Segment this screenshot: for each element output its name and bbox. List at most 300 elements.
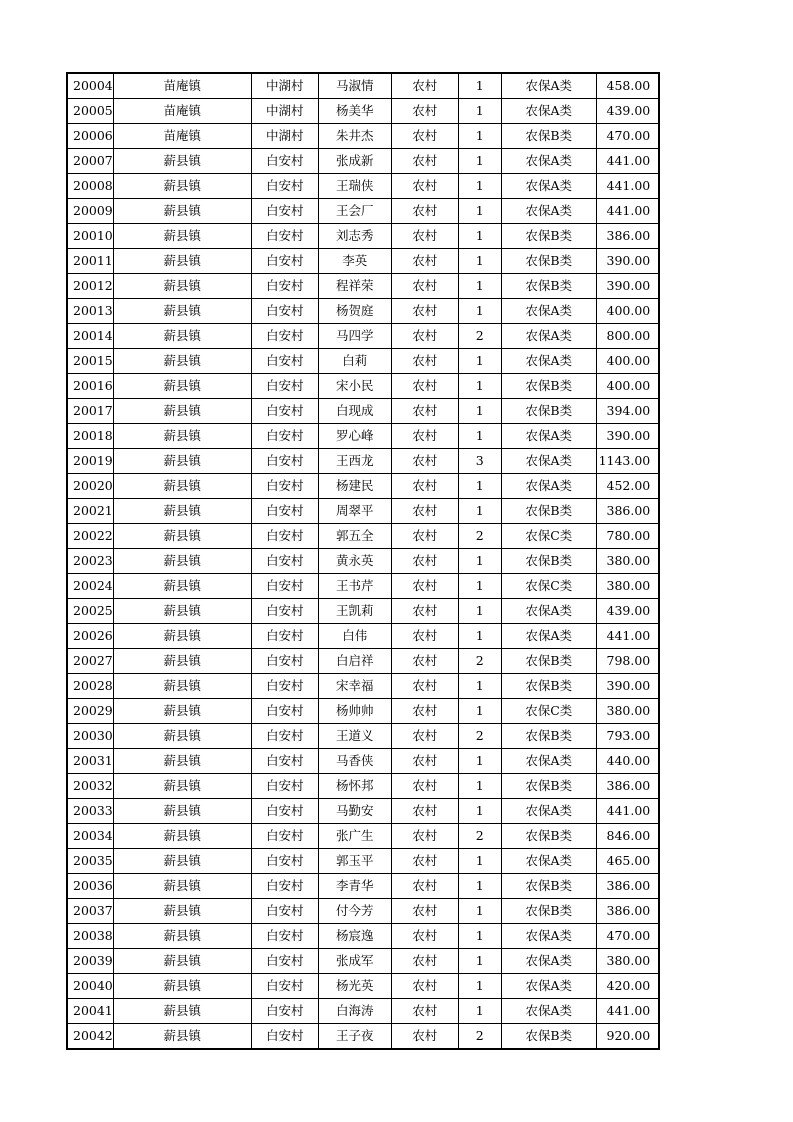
cell-person-name: 白现成 [318,399,391,424]
cell-insurance-class: 农保A类 [501,474,596,499]
cell-household-count: 1 [458,224,501,249]
cell-village: 白安村 [251,274,318,299]
cell-person-name: 王子夜 [318,1024,391,1050]
cell-household-count: 3 [458,449,501,474]
cell-area-type: 农村 [391,549,458,574]
cell-insurance-class: 农保B类 [501,899,596,924]
cell-village: 白安村 [251,224,318,249]
table-row [67,799,659,824]
cell-person-name: 马勤安 [318,799,391,824]
cell-person-name: 王会厂 [318,199,391,224]
cell-household-count: 1 [458,574,501,599]
cell-person-name: 王道义 [318,724,391,749]
cell-village: 白安村 [251,549,318,574]
cell-insurance-class: 农保B类 [501,774,596,799]
cell-area-type: 农村 [391,674,458,699]
cell-amount: 380.00 [596,699,659,724]
cell-amount: 386.00 [596,499,659,524]
cell-record-id: 20014 [67,324,113,349]
cell-town: 薪县镇 [113,974,251,999]
cell-record-id: 20042 [67,1024,113,1050]
table-row [67,224,659,249]
cell-person-name: 郭玉平 [318,849,391,874]
cell-amount: 380.00 [596,949,659,974]
cell-amount: 441.00 [596,199,659,224]
cell-household-count: 1 [458,399,501,424]
cell-household-count: 1 [458,924,501,949]
cell-record-id: 20009 [67,199,113,224]
cell-area-type: 农村 [391,799,458,824]
cell-town: 薪县镇 [113,174,251,199]
table-row [67,249,659,274]
cell-town: 薪县镇 [113,199,251,224]
cell-household-count: 1 [458,749,501,774]
cell-insurance-class: 农保A类 [501,449,596,474]
cell-village: 白安村 [251,874,318,899]
cell-town: 薪县镇 [113,399,251,424]
cell-person-name: 周翠平 [318,499,391,524]
cell-person-name: 杨建民 [318,474,391,499]
cell-person-name: 宋小民 [318,374,391,399]
table-row [67,624,659,649]
cell-household-count: 1 [458,249,501,274]
cell-area-type: 农村 [391,124,458,149]
cell-town: 薪县镇 [113,799,251,824]
cell-town: 薪县镇 [113,224,251,249]
cell-town: 薪县镇 [113,349,251,374]
cell-record-id: 20024 [67,574,113,599]
table-row [67,149,659,174]
cell-town: 苗庵镇 [113,124,251,149]
cell-amount: 846.00 [596,824,659,849]
cell-household-count: 2 [458,1024,501,1050]
cell-insurance-class: 农保C类 [501,524,596,549]
cell-village: 白安村 [251,849,318,874]
cell-village: 白安村 [251,524,318,549]
cell-person-name: 马香侠 [318,749,391,774]
cell-insurance-class: 农保B类 [501,549,596,574]
cell-household-count: 1 [458,474,501,499]
cell-person-name: 宋幸福 [318,674,391,699]
cell-amount: 390.00 [596,424,659,449]
cell-area-type: 农村 [391,374,458,399]
cell-record-id: 20026 [67,624,113,649]
cell-amount: 800.00 [596,324,659,349]
cell-area-type: 农村 [391,299,458,324]
cell-village: 白安村 [251,499,318,524]
cell-amount: 470.00 [596,924,659,949]
cell-amount: 1143.00 [596,449,659,474]
cell-household-count: 1 [458,849,501,874]
cell-village: 中湖村 [251,124,318,149]
cell-town: 薪县镇 [113,274,251,299]
cell-household-count: 1 [458,674,501,699]
cell-village: 白安村 [251,699,318,724]
table-row [67,724,659,749]
table-row [67,424,659,449]
cell-household-count: 1 [458,974,501,999]
table-row [67,299,659,324]
cell-household-count: 1 [458,874,501,899]
cell-town: 薪县镇 [113,824,251,849]
cell-household-count: 1 [458,274,501,299]
cell-insurance-class: 农保A类 [501,599,596,624]
cell-area-type: 农村 [391,324,458,349]
cell-record-id: 20016 [67,374,113,399]
cell-village: 白安村 [251,299,318,324]
cell-person-name: 杨帅帅 [318,699,391,724]
cell-record-id: 20007 [67,149,113,174]
cell-household-count: 2 [458,649,501,674]
cell-record-id: 20039 [67,949,113,974]
cell-record-id: 20006 [67,124,113,149]
cell-village: 白安村 [251,474,318,499]
cell-town: 苗庵镇 [113,99,251,124]
cell-town: 薪县镇 [113,249,251,274]
cell-insurance-class: 农保B类 [501,374,596,399]
cell-village: 白安村 [251,324,318,349]
cell-area-type: 农村 [391,149,458,174]
cell-amount: 441.00 [596,174,659,199]
cell-person-name: 郭五全 [318,524,391,549]
cell-insurance-class: 农保B类 [501,499,596,524]
cell-area-type: 农村 [391,874,458,899]
cell-insurance-class: 农保A类 [501,149,596,174]
cell-record-id: 20032 [67,774,113,799]
cell-insurance-class: 农保A类 [501,849,596,874]
cell-village: 白安村 [251,1024,318,1050]
cell-person-name: 罗心峰 [318,424,391,449]
cell-amount: 439.00 [596,99,659,124]
table-row [67,524,659,549]
cell-record-id: 20010 [67,224,113,249]
cell-area-type: 农村 [391,449,458,474]
table-row [67,774,659,799]
cell-town: 薪县镇 [113,574,251,599]
cell-town: 薪县镇 [113,449,251,474]
table-row [67,949,659,974]
cell-town: 薪县镇 [113,999,251,1024]
cell-insurance-class: 农保A类 [501,924,596,949]
table-row [67,324,659,349]
table-row [67,1024,659,1050]
table-row [67,399,659,424]
cell-area-type: 农村 [391,199,458,224]
cell-amount: 793.00 [596,724,659,749]
cell-amount: 458.00 [596,73,659,99]
cell-town: 薪县镇 [113,324,251,349]
cell-insurance-class: 农保B类 [501,824,596,849]
cell-area-type: 农村 [391,749,458,774]
cell-area-type: 农村 [391,349,458,374]
table-row [67,974,659,999]
table-row [67,749,659,774]
cell-amount: 780.00 [596,524,659,549]
cell-village: 白安村 [251,974,318,999]
cell-village: 白安村 [251,399,318,424]
cell-amount: 440.00 [596,749,659,774]
cell-town: 薪县镇 [113,624,251,649]
cell-person-name: 王书芹 [318,574,391,599]
cell-household-count: 1 [458,549,501,574]
cell-insurance-class: 农保A类 [501,99,596,124]
cell-household-count: 1 [458,699,501,724]
cell-insurance-class: 农保A类 [501,349,596,374]
table-row [67,849,659,874]
cell-record-id: 20040 [67,974,113,999]
cell-insurance-class: 农保A类 [501,799,596,824]
cell-household-count: 1 [458,349,501,374]
cell-area-type: 农村 [391,924,458,949]
cell-area-type: 农村 [391,774,458,799]
cell-record-id: 20036 [67,874,113,899]
cell-insurance-class: 农保A类 [501,199,596,224]
cell-person-name: 张成军 [318,949,391,974]
cell-record-id: 20027 [67,649,113,674]
cell-area-type: 农村 [391,649,458,674]
cell-town: 薪县镇 [113,474,251,499]
table-row [67,124,659,149]
cell-amount: 390.00 [596,249,659,274]
cell-amount: 386.00 [596,874,659,899]
cell-village: 白安村 [251,574,318,599]
cell-person-name: 白伟 [318,624,391,649]
cell-person-name: 张成新 [318,149,391,174]
cell-person-name: 刘志秀 [318,224,391,249]
cell-amount: 386.00 [596,774,659,799]
cell-person-name: 白启祥 [318,649,391,674]
table-row [67,274,659,299]
cell-person-name: 王西龙 [318,449,391,474]
cell-insurance-class: 农保A类 [501,299,596,324]
cell-person-name: 白莉 [318,349,391,374]
cell-village: 中湖村 [251,73,318,99]
cell-record-id: 20031 [67,749,113,774]
cell-area-type: 农村 [391,174,458,199]
cell-person-name: 杨贺庭 [318,299,391,324]
cell-person-name: 杨宸逸 [318,924,391,949]
cell-person-name: 白海涛 [318,999,391,1024]
cell-person-name: 黄永英 [318,549,391,574]
cell-town: 薪县镇 [113,874,251,899]
cell-area-type: 农村 [391,99,458,124]
cell-record-id: 20021 [67,499,113,524]
cell-amount: 390.00 [596,674,659,699]
cell-village: 白安村 [251,624,318,649]
cell-record-id: 20037 [67,899,113,924]
cell-amount: 465.00 [596,849,659,874]
cell-amount: 400.00 [596,299,659,324]
cell-household-count: 1 [458,774,501,799]
cell-record-id: 20015 [67,349,113,374]
cell-village: 白安村 [251,899,318,924]
cell-insurance-class: 农保A类 [501,324,596,349]
cell-area-type: 农村 [391,249,458,274]
cell-household-count: 1 [458,799,501,824]
cell-amount: 380.00 [596,549,659,574]
cell-town: 薪县镇 [113,674,251,699]
cell-town: 薪县镇 [113,499,251,524]
cell-area-type: 农村 [391,474,458,499]
cell-household-count: 1 [458,124,501,149]
cell-town: 薪县镇 [113,299,251,324]
cell-town: 薪县镇 [113,849,251,874]
cell-household-count: 1 [458,624,501,649]
cell-record-id: 20008 [67,174,113,199]
cell-record-id: 20011 [67,249,113,274]
cell-amount: 798.00 [596,649,659,674]
cell-amount: 441.00 [596,149,659,174]
cell-town: 薪县镇 [113,524,251,549]
table-row [67,874,659,899]
cell-record-id: 20018 [67,424,113,449]
cell-insurance-class: 农保B类 [501,124,596,149]
cell-town: 薪县镇 [113,374,251,399]
cell-record-id: 20035 [67,849,113,874]
cell-amount: 920.00 [596,1024,659,1050]
table-row [67,199,659,224]
cell-area-type: 农村 [391,1024,458,1050]
cell-area-type: 农村 [391,949,458,974]
cell-insurance-class: 农保B类 [501,224,596,249]
cell-record-id: 20022 [67,524,113,549]
cell-town: 薪县镇 [113,424,251,449]
cell-insurance-class: 农保B类 [501,274,596,299]
cell-insurance-class: 农保C类 [501,574,596,599]
cell-record-id: 20020 [67,474,113,499]
cell-area-type: 农村 [391,574,458,599]
table-row [67,599,659,624]
cell-village: 白安村 [251,349,318,374]
cell-person-name: 杨怀邦 [318,774,391,799]
cell-town: 薪县镇 [113,774,251,799]
cell-household-count: 2 [458,824,501,849]
cell-insurance-class: 农保B类 [501,1024,596,1050]
cell-insurance-class: 农保A类 [501,974,596,999]
cell-village: 白安村 [251,649,318,674]
cell-record-id: 20013 [67,299,113,324]
cell-area-type: 农村 [391,824,458,849]
cell-town: 薪县镇 [113,699,251,724]
cell-person-name: 杨光英 [318,974,391,999]
cell-area-type: 农村 [391,524,458,549]
cell-amount: 420.00 [596,974,659,999]
cell-record-id: 20019 [67,449,113,474]
cell-insurance-class: 农保B类 [501,674,596,699]
cell-amount: 441.00 [596,999,659,1024]
cell-town: 薪县镇 [113,549,251,574]
cell-amount: 386.00 [596,224,659,249]
cell-household-count: 2 [458,524,501,549]
cell-person-name: 李青华 [318,874,391,899]
cell-town: 薪县镇 [113,899,251,924]
cell-person-name: 王瑞侠 [318,174,391,199]
cell-town: 薪县镇 [113,749,251,774]
cell-insurance-class: 农保A类 [501,749,596,774]
cell-record-id: 20025 [67,599,113,624]
cell-village: 白安村 [251,149,318,174]
cell-household-count: 1 [458,949,501,974]
table-row [67,674,659,699]
table-row [67,899,659,924]
cell-village: 白安村 [251,799,318,824]
cell-person-name: 张广生 [318,824,391,849]
cell-village: 白安村 [251,674,318,699]
table-row [67,374,659,399]
cell-area-type: 农村 [391,699,458,724]
cell-amount: 441.00 [596,799,659,824]
cell-area-type: 农村 [391,424,458,449]
cell-amount: 380.00 [596,574,659,599]
cell-amount: 390.00 [596,274,659,299]
cell-village: 白安村 [251,949,318,974]
cell-area-type: 农村 [391,599,458,624]
table-row [67,549,659,574]
cell-town: 薪县镇 [113,724,251,749]
cell-record-id: 20028 [67,674,113,699]
cell-household-count: 1 [458,999,501,1024]
cell-household-count: 1 [458,599,501,624]
cell-amount: 394.00 [596,399,659,424]
cell-town: 苗庵镇 [113,73,251,99]
cell-person-name: 程祥荣 [318,274,391,299]
cell-household-count: 1 [458,424,501,449]
cell-household-count: 1 [458,174,501,199]
table-row [67,349,659,374]
cell-village: 白安村 [251,924,318,949]
cell-village: 白安村 [251,374,318,399]
cell-area-type: 农村 [391,724,458,749]
cell-area-type: 农村 [391,499,458,524]
cell-area-type: 农村 [391,399,458,424]
cell-area-type: 农村 [391,224,458,249]
cell-record-id: 20033 [67,799,113,824]
table-row [67,699,659,724]
cell-amount: 386.00 [596,899,659,924]
cell-insurance-class: 农保B类 [501,724,596,749]
cell-record-id: 20017 [67,399,113,424]
cell-village: 白安村 [251,824,318,849]
cell-household-count: 1 [458,149,501,174]
cell-amount: 441.00 [596,624,659,649]
cell-town: 薪县镇 [113,949,251,974]
cell-record-id: 20029 [67,699,113,724]
cell-household-count: 1 [458,499,501,524]
table-row [67,574,659,599]
cell-record-id: 20034 [67,824,113,849]
table-row [67,999,659,1024]
cell-village: 白安村 [251,449,318,474]
cell-household-count: 2 [458,324,501,349]
cell-person-name: 杨美华 [318,99,391,124]
cell-town: 薪县镇 [113,149,251,174]
cell-household-count: 1 [458,199,501,224]
cell-town: 薪县镇 [113,649,251,674]
cell-household-count: 1 [458,73,501,99]
table-body [67,73,659,1049]
cell-village: 白安村 [251,724,318,749]
cell-record-id: 20041 [67,999,113,1024]
cell-household-count: 1 [458,374,501,399]
cell-area-type: 农村 [391,624,458,649]
cell-household-count: 2 [458,724,501,749]
table-row [67,73,659,99]
cell-record-id: 20030 [67,724,113,749]
cell-village: 白安村 [251,424,318,449]
cell-amount: 470.00 [596,124,659,149]
cell-insurance-class: 农保A类 [501,949,596,974]
cell-household-count: 1 [458,299,501,324]
